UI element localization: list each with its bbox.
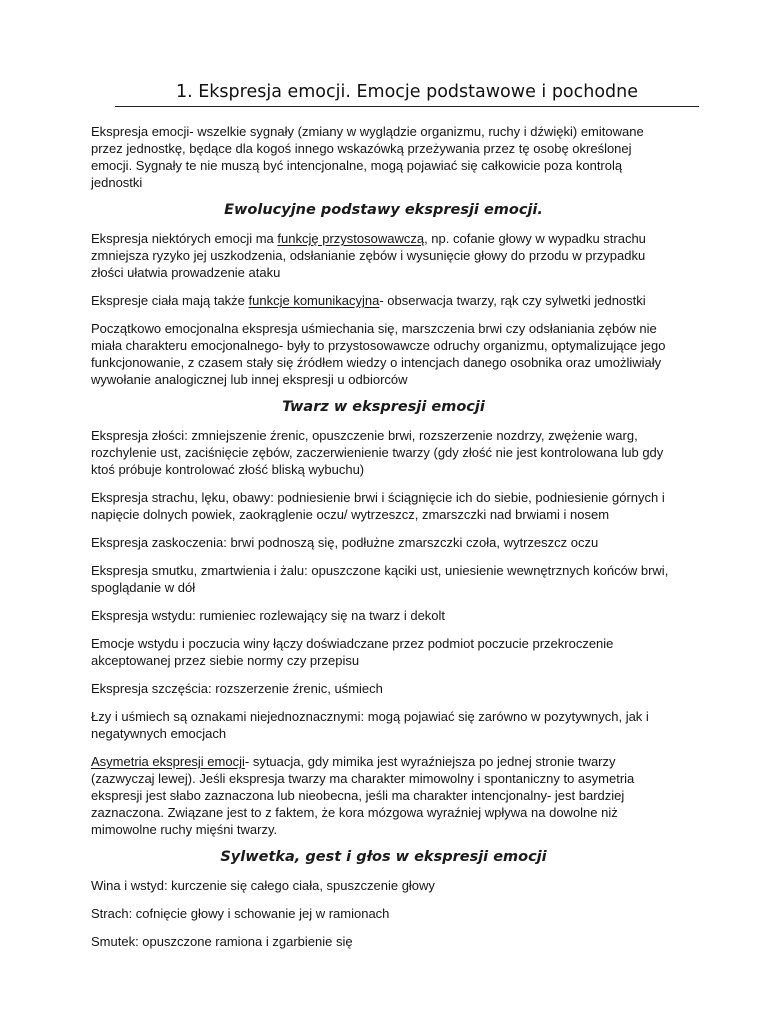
section-heading-evolution: Ewolucyjne podstawy ekspresji emocji. <box>224 202 543 218</box>
paragraph-guilt: Emocje wstydu i poczucia winy łączy doświadczane przez podmiot poczucie przekroczenie akceptowanej przez siebie normy czy przepisu <box>91 636 614 668</box>
underlined-term: funkcje komunikacyjna <box>248 293 380 308</box>
paragraph-surprise: Ekspresja zaskoczenia: brwi podnoszą się, podłużne zmarszczki czoła, wytrzeszcz oczu <box>91 535 599 550</box>
paragraph-guilt-posture: Wina i wstyd: kurczenie się całego ciała, spuszczenie głowy <box>91 878 435 893</box>
text-fragment: , np. cofanie głowy w wypadku strachu zmniejsza ryzyko jej uszkodzenia, odsłanianie zębów i wysunięcie głowy do przodu w przypadku złości ułatwia prowadzenie ataku <box>91 231 646 280</box>
underlined-term: Asymetria ekspresji emocji <box>91 754 245 769</box>
text-fragment: - obserwacja twarzy, rąk czy sylwetki jednostki <box>379 293 646 308</box>
paragraph-asymmetry <box>91 753 676 838</box>
text-fragment: Ekspresja niektórych emocji ma <box>91 231 278 246</box>
paragraph-origins: Początkowo emocjonalna ekspresja uśmiechania się, marszczenia brwi czy odsłaniania zębów nie miała charakteru emocjonalnego- były to przystosowawcze odruchy organizmu, optymalizujące jego funkcjonowanie, z czasem stały się źródłem wiedzy o intencjach danego osobnika oraz umożliwiały wywołanie analogicznej lub innej ekspresji u odbiorców <box>91 321 666 387</box>
section-heading-face: Twarz w ekspresji emocji <box>282 399 485 415</box>
text-fragment: - sytuacja, gdy mimika jest wyraźniejsza po jednej stronie twarzy (zazwyczaj lewej). Jeśli ekspresja twarzy ma charakter mimowolny i spontaniczny to asymetria ekspresji jest słabo zaznaczona lub nieobecna, jeśli ma charakter intencjonalny- jest bardziej zaznaczona. Związane jest to z faktem, że kora mózgowa wyraźniej wpływa na dowolne niż mimowolne ruchy mięśni twarzy. <box>91 754 635 837</box>
paragraph-tears-smile: Łzy i uśmiech są oznakami niejednoznacznymi: mogą pojawiać się zarówno w pozytywnych, jak i negatywnych emocjach <box>91 709 649 741</box>
paragraph-adaptive-function <box>91 230 676 281</box>
section-heading-posture: Sylwetka, gest i głos w ekspresji emocji <box>220 849 547 865</box>
paragraph-happiness: Ekspresja szczęścia: rozszerzenie źrenic, uśmiech <box>91 681 383 696</box>
text-fragment: Ekspresje ciała mają także <box>91 293 249 308</box>
paragraph-shame: Ekspresja wstydu: rumieniec rozlewający się na twarz i dekolt <box>91 608 446 623</box>
paragraph-communicative-function <box>91 292 676 309</box>
paragraph-sadness-posture: Smutek: opuszczone ramiona i zgarbienie się <box>91 934 353 949</box>
intro-paragraph: Ekspresja emocji- wszelkie sygnały (zmiany w wyglądzie organizmu, ruchy i dźwięki) emitowane przez jednostkę, będące dla kogoś innego wskazówką przeżywania przez tę osobę określonej emocji. Sygnały te nie muszą być intencjonalne, mogą pojawiać się całkowicie poza kontrolą jednostki <box>91 124 644 190</box>
paragraph-sadness: Ekspresja smutku, zmartwienia i żalu: opuszczone kąciki ust, uniesienie wewnętrznych końców brwi, spoglądanie w dół <box>91 563 669 595</box>
title-block <box>115 80 699 107</box>
page-title: 1. Ekspresja emocji. Emocje podstawowe i pochodne <box>175 82 639 102</box>
underlined-term: funkcję przystosowawczą <box>277 231 425 246</box>
paragraph-fear: Ekspresja strachu, lęku, obawy: podniesienie brwi i ściągnięcie ich do siebie, podniesienie górnych i napięcie dolnych powiek, zaokrąglenie oczu/ wytrzeszcz, zmarszczki nad brwiami i nosem <box>91 490 665 522</box>
paragraph-fear-posture: Strach: cofnięcie głowy i schowanie jej w ramionach <box>91 906 390 921</box>
paragraph-anger: Ekspresja złości: zmniejszenie źrenic, opuszczenie brwi, rozszerzenie nozdrzy, zwężenie warg, rozchylenie ust, zaciśnięcie zębów, zaczerwienienie twarzy (gdy złość nie jest kontrolowana lub gdy ktoś próbuje kontrolować złość bliską wybuchu) <box>91 428 664 477</box>
